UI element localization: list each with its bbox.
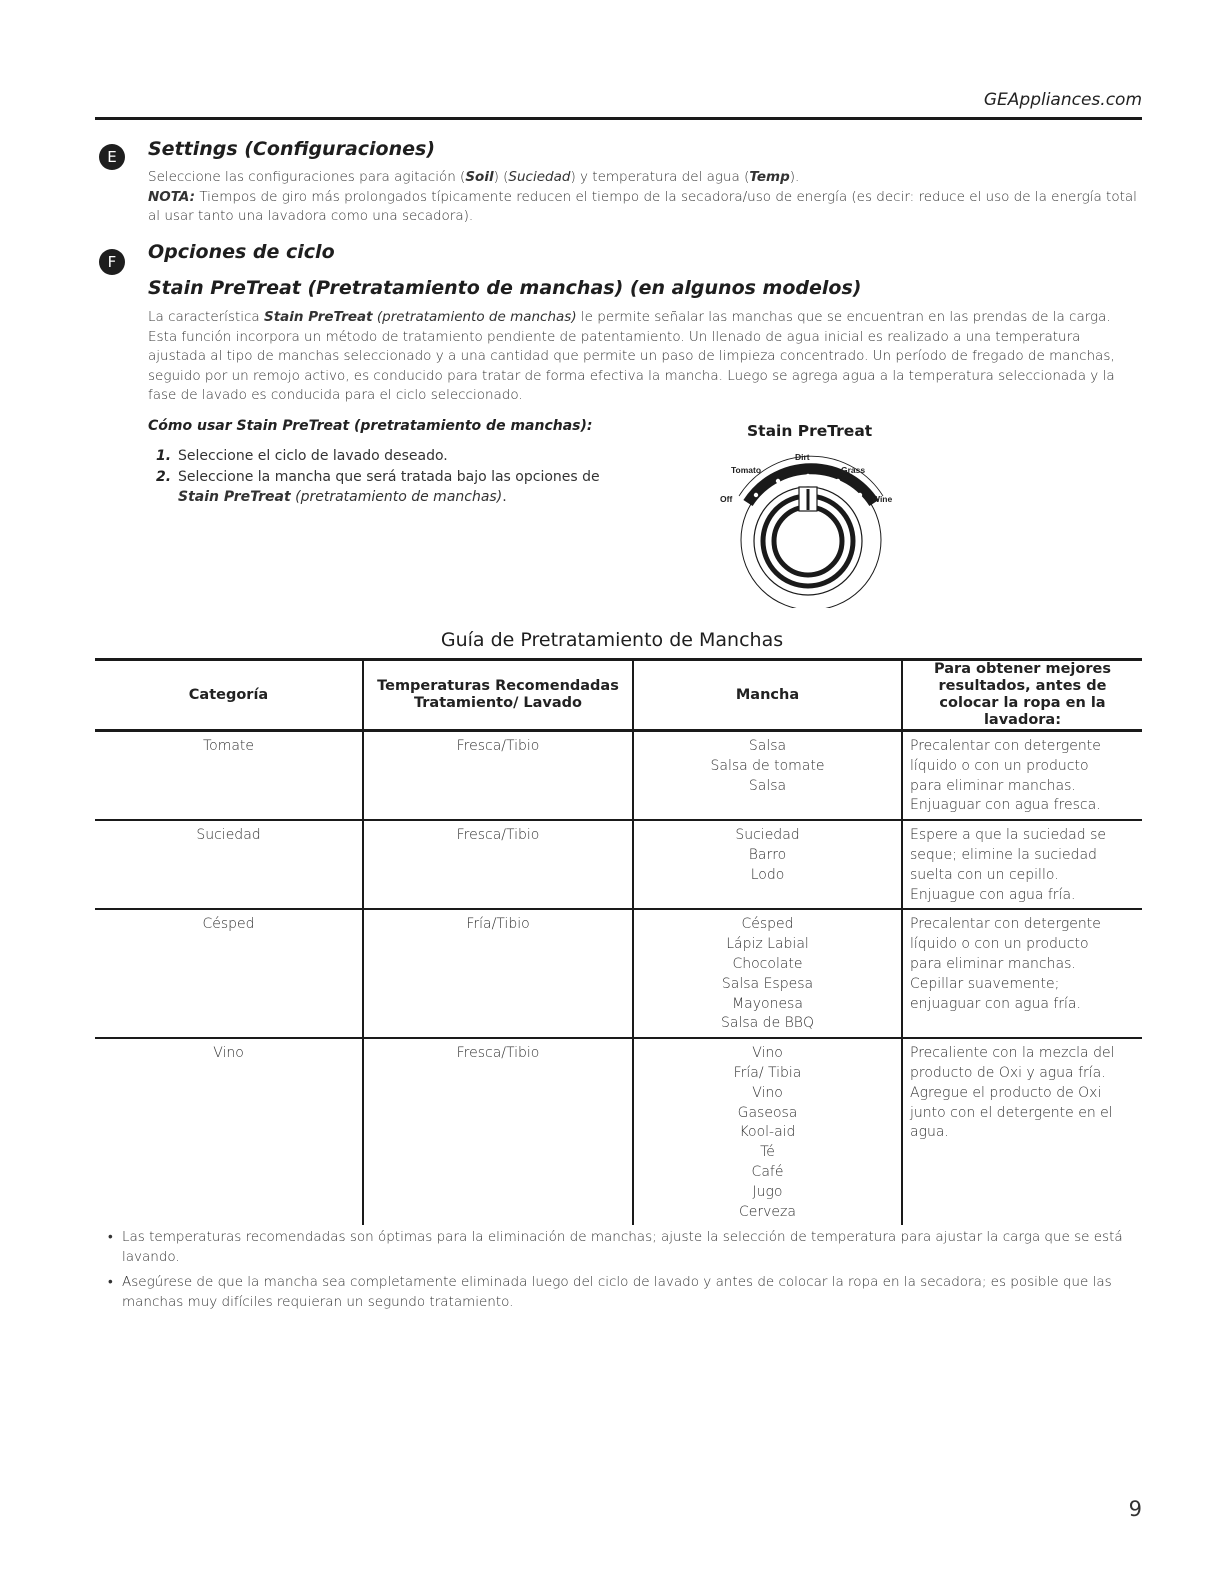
top-rule <box>95 117 1142 120</box>
step-2: 2. Seleccione la mancha que será tratada bajo las opciones de Stain PreTreat (pretratamiento de manchas). <box>156 469 600 505</box>
cell-manchas: Vino Fría/ Tibia Vino Gaseosa Kool-aid Té Café Jugo Cerveza <box>633 1038 902 1225</box>
table-row <box>95 731 1142 821</box>
cell-temp: Fría/Tibio <box>363 909 633 1038</box>
cell-manchas: Salsa Salsa de tomate Salsa <box>633 731 902 821</box>
section-e-badge: E <box>99 144 125 170</box>
col-header-temp: Temperaturas Recomendadas Tratamiento/ Lavado <box>363 660 633 731</box>
cell-consejo: Precalentar con detergente líquido o con un producto para eliminar manchas. Enjuaguar con agua fresca. <box>902 731 1142 821</box>
dial-dot-dirt <box>806 474 810 478</box>
dial-dot-tomato <box>776 479 780 483</box>
cell-temp: Fresca/Tibio <box>363 820 633 909</box>
dial-label-grass: Grass <box>841 465 866 475</box>
cell-consejo: Espere a que la suciedad se seque; elimine la suciedad suelta con un cepillo. Enjuague con agua fría. <box>902 820 1142 909</box>
cell-consejo: Precaliente con la mezcla del producto de Oxi y agua fría. Agregue el producto de Oxi junto con el detergente en el agua. <box>902 1038 1142 1225</box>
stain-pretreat-heading: Stain PreTreat (Pretratamiento de manchas) (en algunos modelos) <box>148 277 862 299</box>
col-header-consejo: Para obtener mejores resultados, antes de colocar la ropa en la lavadora: <box>902 660 1142 731</box>
page-number: 9 <box>1128 1497 1142 1521</box>
cell-temp: Fresca/Tibio <box>363 1038 633 1225</box>
settings-heading: Settings (Configuraciones) <box>148 138 436 160</box>
site-url: GEAppliances.com <box>983 90 1142 110</box>
guide-title: Guía de Pretratamiento de Manchas <box>440 629 784 651</box>
dial-label-dirt: Dirt <box>795 452 810 462</box>
dial-dot-grass <box>836 479 840 483</box>
dial-label-wine: Wine <box>872 494 893 504</box>
cycle-options-heading: Opciones de ciclo <box>148 241 335 263</box>
step-1: 1. Seleccione el ciclo de lavado deseado. <box>156 448 448 464</box>
footnote-1: • Las temperaturas recomendadas son óptimas para la eliminación de manchas; ajuste la selección de temperatura para ajustar la carga que se está lavando. <box>108 1229 1123 1265</box>
cell-manchas: Suciedad Barro Lodo <box>633 820 902 909</box>
how-to-heading: Cómo usar Stain PreTreat (pretratamiento de manchas): <box>148 418 593 434</box>
cell-categoria: Vino <box>213 1045 244 1062</box>
table-row <box>95 909 1142 1038</box>
bullet-icon: • <box>108 1229 113 1245</box>
dial-dot-wine <box>858 493 862 497</box>
col-header-categoria: Categoría <box>95 660 363 731</box>
stain-pretreat-paragraph: La característica Stain PreTreat (pretratamiento de manchas) le permite señalar las manchas que se encuentran en las prendas de la carga. Esta función incorpora un método de tratamiento pendiente de patentamiento. Un llenado de agua inicial es realizado a una temperatura ajustada al tipo de manchas seleccionado y a una cantidad que permite un paso de limpieza concentrado. Un período de fregado de manchas, seguido por un remojo activo, es conducido para tratar de forma efectiva la mancha. Luego se agrega agua a la temperatura seleccionada y la fase de lavado es conducida para el ciclo seleccionado. <box>148 309 1115 403</box>
cell-categoria: Suciedad <box>95 820 363 909</box>
nota-label: NOTA: <box>148 188 196 205</box>
how-to-steps <box>156 446 626 508</box>
cell-categoria: Tomate <box>95 731 363 821</box>
table-row <box>95 1038 1142 1225</box>
table-row <box>95 820 1142 909</box>
dial-dot-off <box>754 493 758 497</box>
dial-label-off: Off <box>720 494 733 504</box>
stain-guide-table <box>95 658 1142 1225</box>
stain-pretreat-dial <box>710 448 910 608</box>
nota-text: Tiempos de giro más prolongados típicamente reducen el tiempo de la secadora/uso de energía (es decir: reduce el uso de la energía total al usar tanto una lavadora como una secadora). <box>148 188 1137 224</box>
section-f-badge: F <box>99 249 125 275</box>
settings-paragraph: Seleccione las configuraciones para agitación (Soil) (Suciedad) y temperatura del agua (Temp). NOTA: Tiempos de giro más prolongados típicamente reducen el tiempo de la secadora/uso de energía (es decir: reduce el uso de la energía total al usar tanto una lavadora como una secadora). <box>148 169 1137 224</box>
col-header-mancha: Mancha <box>633 660 902 731</box>
dial-title: Stain PreTreat <box>747 422 873 440</box>
cell-temp: Fresca/Tibio <box>363 731 633 821</box>
cell-categoria: Césped <box>95 909 363 1038</box>
footnote-2: • Asegúrese de que la mancha sea completamente eliminada luego del ciclo de lavado y antes de colocar la ropa en la secadora; es posible que las manchas muy difíciles requieran un segundo tratamiento. <box>108 1274 1112 1310</box>
footnotes <box>108 1227 1138 1317</box>
dial-label-tomato: Tomato <box>731 465 762 475</box>
cell-consejo: Precalentar con detergente líquido o con un producto para eliminar manchas. Cepillar suavemente; enjuaguar con agua fría. <box>902 909 1142 1038</box>
cell-manchas: Césped Lápiz Labial Chocolate Salsa Espesa Mayonesa Salsa de BBQ <box>633 909 902 1038</box>
bullet-icon: • <box>108 1274 113 1290</box>
